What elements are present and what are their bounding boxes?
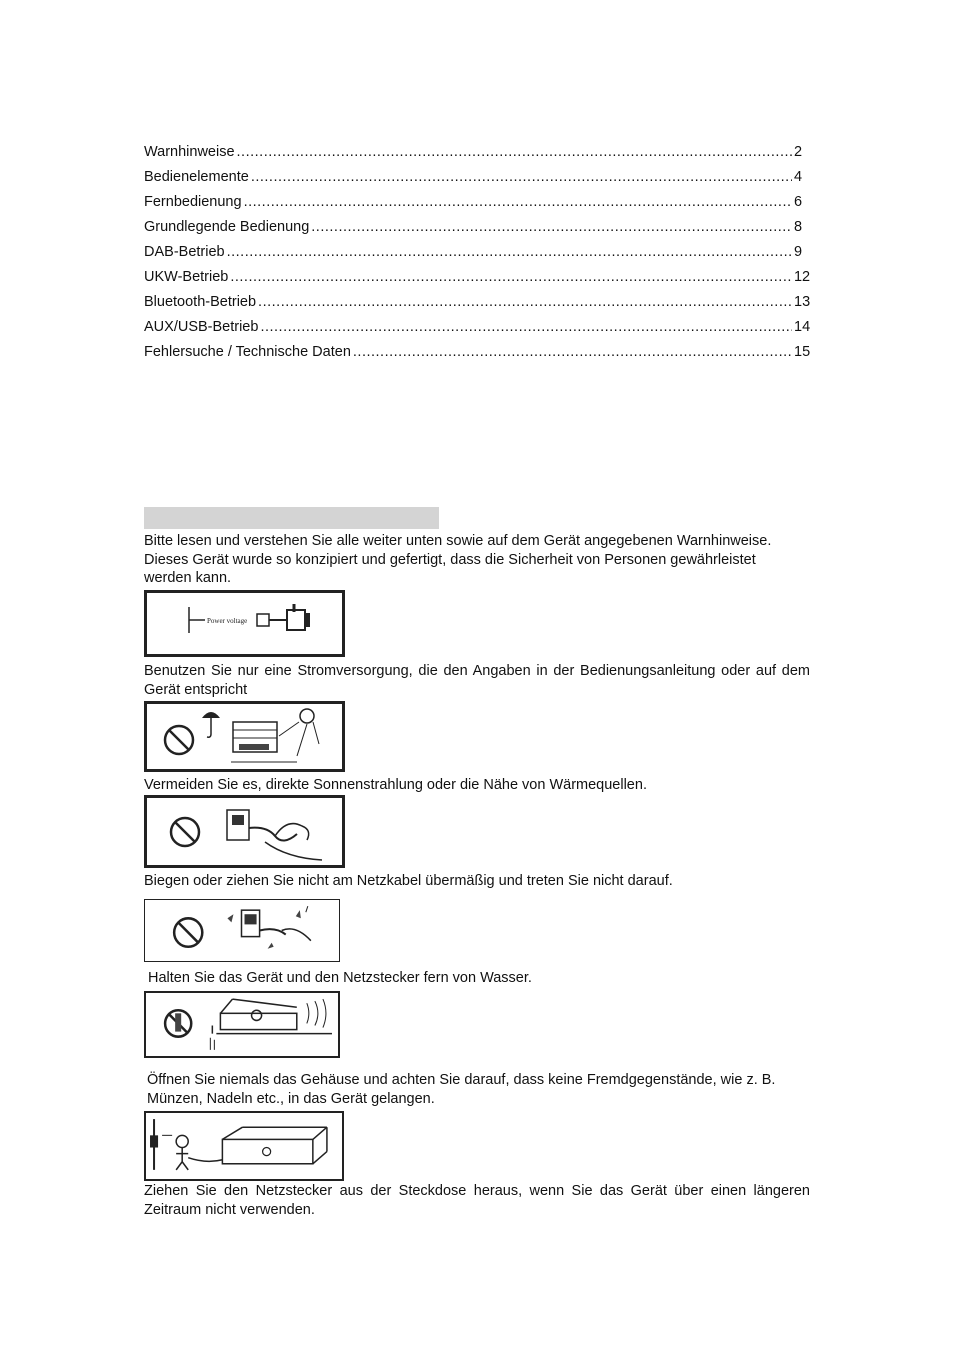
toc-leader-dots bbox=[227, 242, 792, 262]
toc-entry[interactable] bbox=[144, 267, 811, 292]
toc-page-number: 8 bbox=[794, 219, 803, 235]
warning-open-housing: Öffnen Sie niemals das Gehäuse und achten Sie darauf, dass keine Fremdgegenstände, wie z. B. Münzen, Nadeln etc., in das Gerät gelangen. bbox=[147, 1072, 776, 1107]
toc-title: Warnhinweise bbox=[144, 144, 235, 160]
prohibited-sign-icon bbox=[171, 818, 199, 846]
power-cord-illustration bbox=[144, 795, 345, 868]
unplug-illustration bbox=[144, 1111, 344, 1181]
toc-entry[interactable] bbox=[144, 217, 804, 242]
toc-page-number: 6 bbox=[794, 194, 803, 210]
toc-leader-dots bbox=[244, 192, 792, 212]
toc-entry[interactable] bbox=[144, 167, 804, 192]
toc-entry[interactable] bbox=[144, 317, 811, 342]
toc-leader-dots bbox=[258, 292, 792, 312]
table-of-contents bbox=[144, 142, 811, 367]
toc-page-number: 14 bbox=[794, 319, 811, 335]
toc-title: Fernbedienung bbox=[144, 194, 242, 210]
power-voltage-illustration bbox=[144, 590, 345, 657]
intro-paragraph: Bitte lesen und verstehen Sie alle weiter unten sowie auf dem Gerät angegebenen Warnhinweise. Dieses Gerät wurde so konzipiert und gefertigt, dass die Sicherheit von Personen gewährleistet werden kann. bbox=[144, 533, 772, 586]
toc-title: Bluetooth-Betrieb bbox=[144, 294, 257, 310]
section-heading-bar bbox=[144, 507, 439, 529]
toc-entry[interactable] bbox=[144, 142, 804, 167]
toc-title: DAB-Betrieb bbox=[144, 244, 225, 260]
toc-leader-dots bbox=[353, 342, 792, 362]
warning-power-supply: Benutzen Sie nur eine Stromversorgung, die den Angaben in der Bedienungsanleitung oder auf dem Gerät entspricht bbox=[144, 663, 810, 698]
toc-entry[interactable] bbox=[144, 342, 811, 367]
toc-entry[interactable] bbox=[144, 292, 811, 317]
toc-page-number: 13 bbox=[794, 294, 811, 310]
warning-water: Halten Sie das Gerät und den Netzstecker fern von Wasser. bbox=[148, 970, 532, 986]
toc-title: AUX/USB-Betrieb bbox=[144, 319, 259, 335]
warning-power-cord: Biegen oder ziehen Sie nicht am Netzkabel übermäßig und treten Sie nicht darauf. bbox=[144, 873, 673, 889]
toc-page-number: 2 bbox=[794, 144, 803, 160]
prohibited-sign-icon bbox=[165, 726, 193, 754]
toc-page-number: 4 bbox=[794, 169, 803, 185]
heat-sun-illustration bbox=[144, 701, 345, 772]
toc-title: Grundlegende Bedienung bbox=[144, 219, 310, 235]
toc-leader-dots bbox=[311, 217, 792, 237]
toc-leader-dots bbox=[237, 142, 792, 162]
prohibited-sign-icon bbox=[165, 1010, 191, 1036]
warning-sunlight-heat: Vermeiden Sie es, direkte Sonnenstrahlung oder die Nähe von Wärmequellen. bbox=[144, 777, 647, 793]
toc-leader-dots bbox=[260, 317, 792, 337]
toc-title: UKW-Betrieb bbox=[144, 269, 229, 285]
toc-page-number: 15 bbox=[794, 344, 811, 360]
open-housing-illustration bbox=[144, 991, 340, 1058]
prohibited-sign-icon bbox=[174, 918, 202, 946]
toc-title: Bedienelemente bbox=[144, 169, 249, 185]
water-illustration bbox=[144, 899, 340, 962]
toc-leader-dots bbox=[251, 167, 792, 187]
toc-page-number: 12 bbox=[793, 269, 811, 285]
toc-page-number: 9 bbox=[794, 244, 803, 260]
toc-title: Fehlersuche / Technische Daten bbox=[144, 344, 351, 360]
warning-unplug: Ziehen Sie den Netzstecker aus der Steckdose heraus, wenn Sie das Gerät über einen längeren Zeitraum nicht verwenden. bbox=[144, 1183, 810, 1218]
toc-leader-dots bbox=[230, 267, 792, 287]
toc-entry[interactable] bbox=[144, 192, 804, 217]
toc-entry[interactable] bbox=[144, 242, 804, 267]
power-voltage-label: Power voltage bbox=[207, 617, 248, 625]
